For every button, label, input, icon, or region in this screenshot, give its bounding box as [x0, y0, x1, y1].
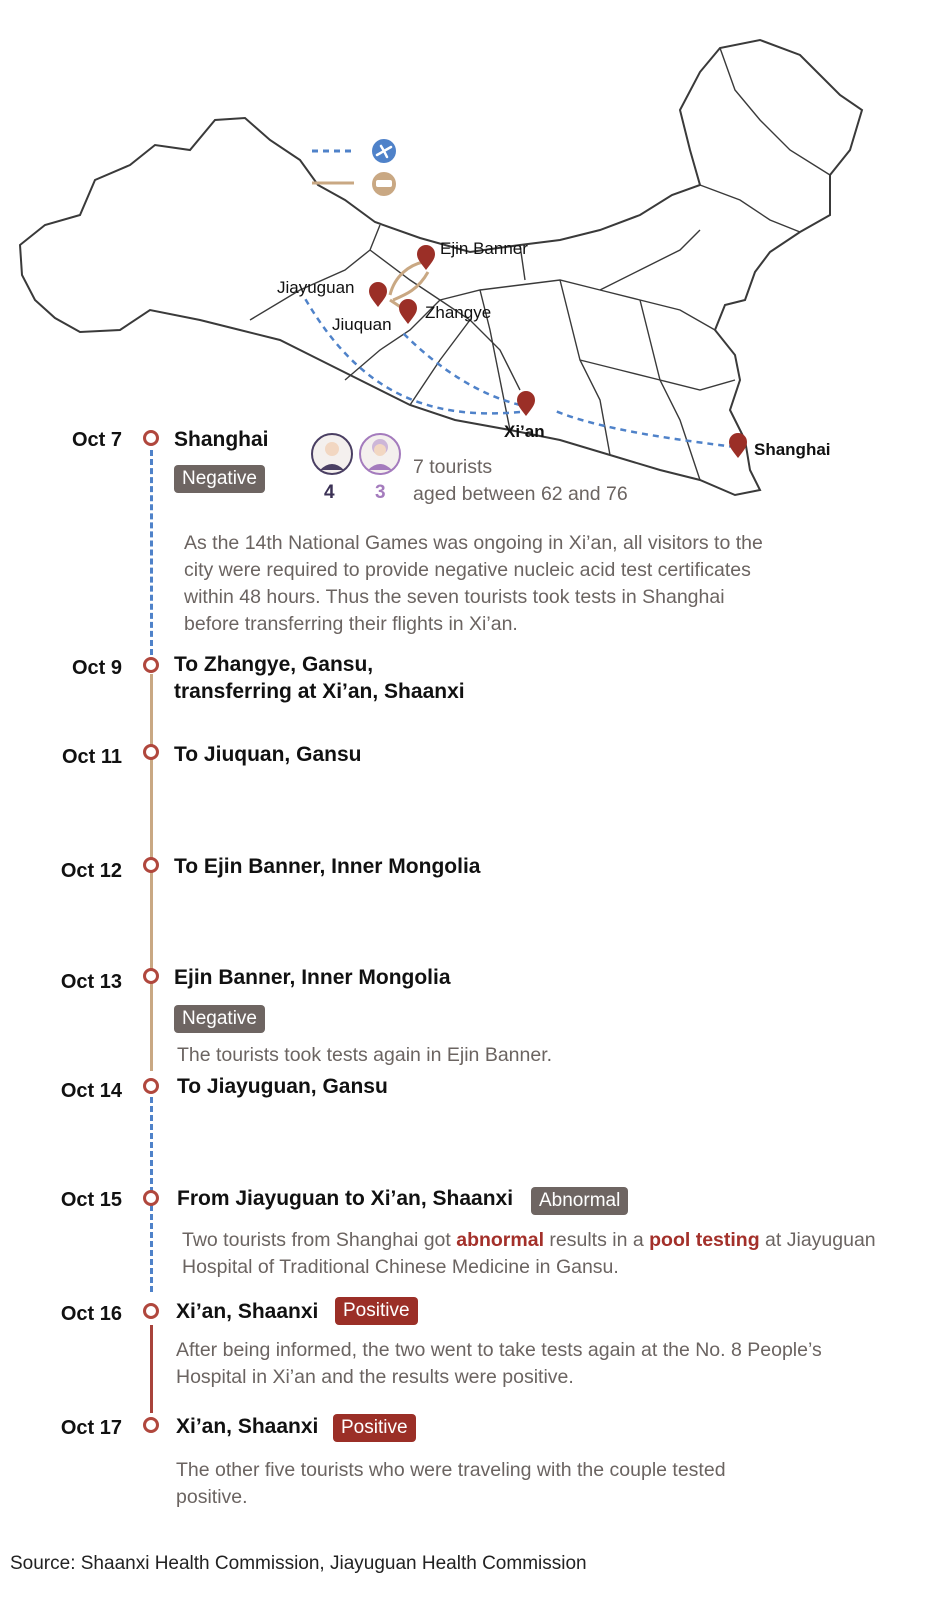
timeline-node [143, 1190, 159, 1206]
source-note: Source: Shaanxi Health Commission, Jiayuguan Health Commission [10, 1553, 587, 1574]
desc-text: Two tourists from Shanghai got [182, 1229, 457, 1251]
highlight-abnormal: abnormal [456, 1229, 544, 1251]
timeline-node [143, 857, 159, 873]
timeline-date: Oct 17 [60, 1417, 122, 1439]
status-badge: Positive [333, 1414, 416, 1442]
legend-flight [312, 139, 396, 163]
timeline-title: From Jiayuguan to Xi’an, Shaanxi [177, 1187, 514, 1210]
timeline-date: Oct 13 [60, 971, 122, 993]
pin-jiayuguan [369, 282, 387, 307]
timeline-node [143, 744, 159, 760]
timeline-node [143, 968, 159, 984]
timeline-description: The other five tourists who were traveling with the couple tested positive. [176, 1459, 726, 1508]
city-label: Shanghai [754, 440, 831, 459]
city-label: Jiuquan [332, 315, 392, 334]
timeline-title: To Zhangye, Gansu, transferring at Xi’an, Shaanxi [174, 653, 465, 703]
city-label: Zhangye [425, 303, 492, 322]
timeline-date: Oct 11 [61, 746, 122, 768]
timeline-node [143, 1303, 159, 1319]
status-badge: Negative [174, 465, 265, 493]
city-label: Ejin Banner [440, 239, 528, 258]
status-badge: Positive [335, 1297, 418, 1325]
pin-shanghai [729, 433, 747, 458]
timeline-title: To Ejin Banner, Inner Mongolia [174, 855, 481, 878]
pin-ejin-banner [417, 245, 435, 270]
timeline-description [182, 1227, 882, 1281]
male-count: 4 [324, 482, 335, 503]
timeline-date: Oct 7 [71, 429, 122, 451]
timeline-title: Shanghai [174, 428, 269, 451]
timeline-node [143, 1078, 159, 1094]
status-badge: Abnormal [531, 1187, 628, 1215]
desc-text: results in a [544, 1229, 650, 1251]
tourists-graphic [310, 432, 410, 482]
city-label: Jiayuguan [277, 278, 355, 297]
timeline-date: Oct 15 [60, 1189, 122, 1211]
timeline-title: Xi’an, Shaanxi [176, 1415, 319, 1438]
tourists-line2: aged between 62 and 76 [413, 483, 628, 505]
timeline-description: As the 14th National Games was ongoing in Xi’an, all visitors to the city were required to provide negative nucleic acid test certificates within 48 hours. Thus the seven tourists took tests in Shanghai before transferring their flights in Xi’an. [184, 532, 763, 635]
timeline-flight-segment [150, 450, 153, 655]
timeline-title: Ejin Banner, Inner Mongolia [174, 966, 451, 989]
timeline-positive-segment [150, 1325, 153, 1413]
pin-zhangye [399, 299, 417, 324]
province-borders [250, 48, 830, 480]
timeline-node [143, 657, 159, 673]
tourists-line1: 7 tourists [413, 456, 493, 478]
desc-text: at Jiayuguan Hospital of Traditional Chinese Medicine in Gansu. [182, 1229, 876, 1278]
timeline-date: Oct 12 [60, 860, 122, 882]
timeline-date: Oct 16 [60, 1303, 122, 1325]
timeline-description: The tourists took tests again in Ejin Banner. [177, 1044, 553, 1066]
timeline-node [143, 430, 159, 446]
china-route-map [0, 0, 940, 520]
country-outline [20, 40, 862, 495]
timeline-title: To Jiuquan, Gansu [174, 743, 362, 766]
female-count: 3 [375, 482, 386, 503]
timeline-description: After being informed, the two went to take tests again at the No. 8 People’s Hospital in Xi’an and the results were positive. [176, 1339, 822, 1388]
legend-train [312, 172, 396, 196]
timeline-title: Xi’an, Shaanxi [176, 1300, 319, 1323]
timeline-date: Oct 9 [71, 657, 122, 679]
timeline-node [143, 1417, 159, 1433]
highlight-pool-testing: pool testing [649, 1229, 760, 1251]
timeline-date: Oct 14 [60, 1080, 122, 1102]
timeline-title: To Jiayuguan, Gansu [177, 1075, 388, 1098]
city-label: Xi’an [504, 422, 545, 441]
status-badge: Negative [174, 1005, 265, 1033]
